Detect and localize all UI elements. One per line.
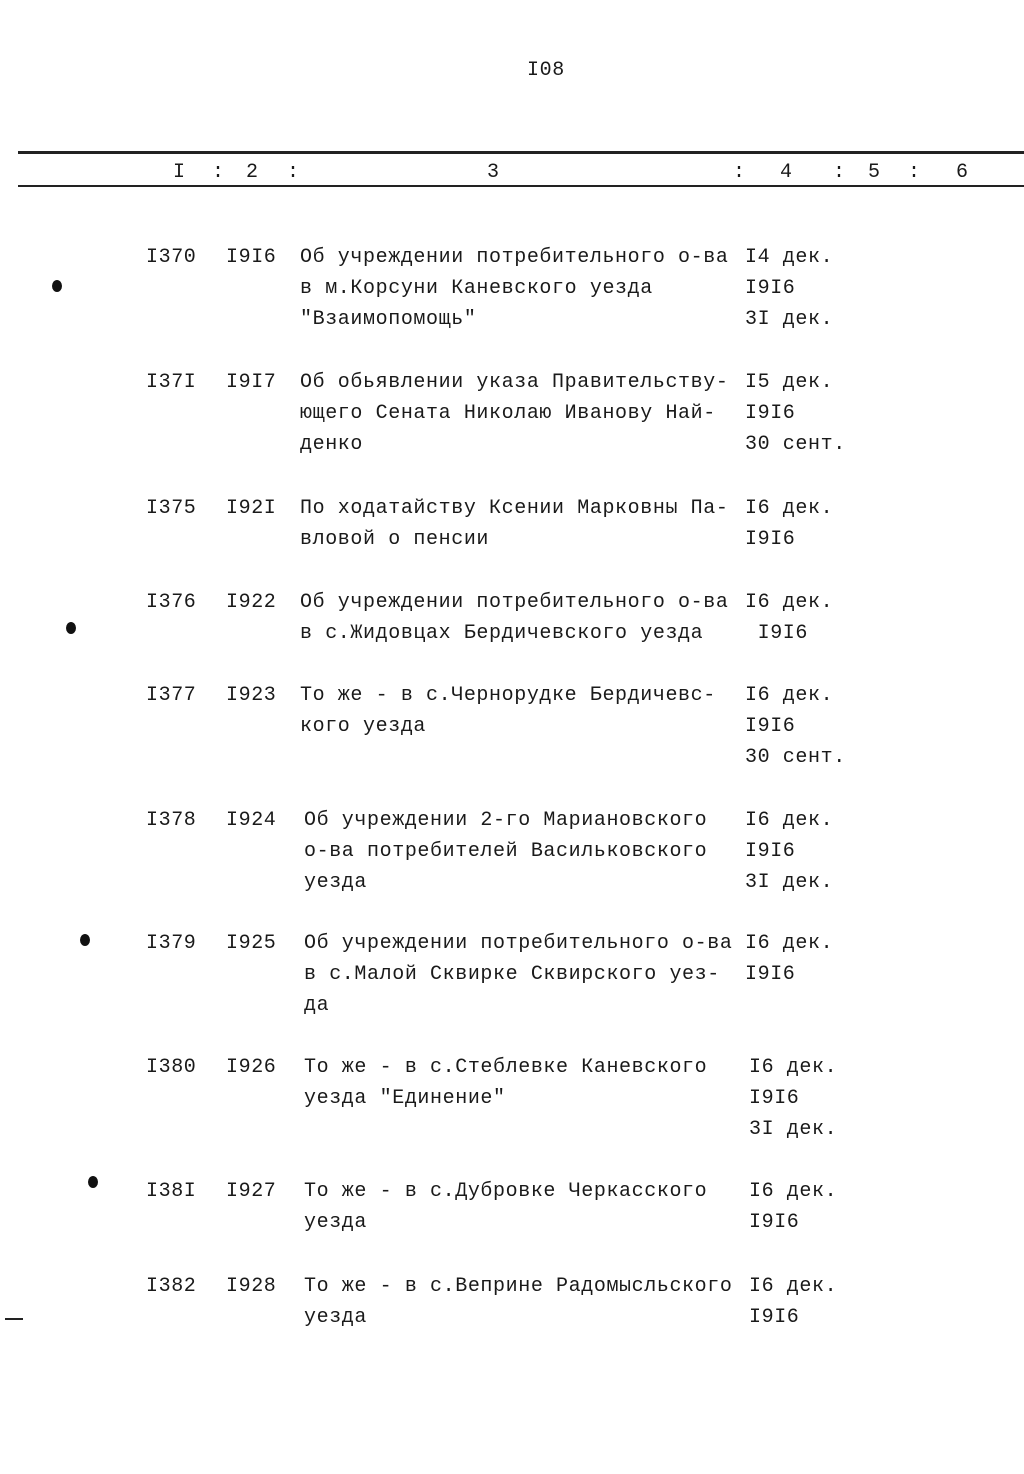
entry-old-number: I9I7 bbox=[226, 371, 277, 394]
entry-date-line: I9I6 bbox=[749, 1211, 800, 1234]
entry-old-number: I9I6 bbox=[226, 246, 277, 269]
entry-number: I379 bbox=[146, 932, 197, 955]
column-header-6: 6 bbox=[956, 161, 969, 184]
entry-description-line: да bbox=[304, 994, 330, 1017]
entry-date-line: I6 дек. bbox=[745, 684, 834, 707]
entry-number: I38I bbox=[146, 1180, 197, 1203]
entry-number: I375 bbox=[146, 497, 197, 520]
entry-date-line: I9I6 bbox=[745, 963, 796, 986]
entry-date-line: I9I6 bbox=[745, 277, 796, 300]
entry-date-line: I6 дек. bbox=[745, 591, 834, 614]
entry-date-line: I9I6 bbox=[745, 840, 796, 863]
entry-number: I378 bbox=[146, 809, 197, 832]
entry-description-line: о-ва потребителей Васильковского bbox=[304, 840, 708, 863]
entry-date-line: I9I6 bbox=[745, 715, 796, 738]
entry-old-number: I926 bbox=[226, 1056, 277, 1079]
entry-date-line: I9I6 bbox=[745, 402, 796, 425]
column-separator: : bbox=[287, 161, 300, 184]
entry-date-line: I6 дек. bbox=[749, 1275, 838, 1298]
entry-number: I37I bbox=[146, 371, 197, 394]
entry-number: I370 bbox=[146, 246, 197, 269]
binding-hole-mark bbox=[52, 280, 62, 292]
entry-description-line: вловой о пенсии bbox=[300, 528, 490, 551]
entry-description-line: То же - в с.Дубровке Черкасского bbox=[304, 1180, 708, 1203]
entry-description-line: денко bbox=[300, 433, 364, 456]
entry-description-line: То же - в с.Стеблевке Каневского bbox=[304, 1056, 708, 1079]
entry-date-line: 30 сент. bbox=[745, 746, 846, 769]
entry-old-number: I923 bbox=[226, 684, 277, 707]
entry-date-line: I6 дек. bbox=[745, 497, 834, 520]
binding-hole-mark bbox=[88, 1176, 98, 1188]
column-header-2: 2 bbox=[246, 161, 259, 184]
entry-description-line: Об обьявлении указа Правительству- bbox=[300, 371, 729, 394]
entry-description-line: уезда bbox=[304, 871, 368, 894]
entry-date-line: I9I6 bbox=[745, 528, 796, 551]
binding-hole-mark bbox=[80, 934, 90, 946]
entry-description-line: в м.Корсуни Каневского уезда bbox=[300, 277, 653, 300]
column-separator: : bbox=[733, 161, 746, 184]
margin-mark bbox=[5, 1318, 23, 1320]
entry-description-line: Об учреждении 2-го Мариановского bbox=[304, 809, 708, 832]
entry-old-number: I928 bbox=[226, 1275, 277, 1298]
entry-date-line: 3I дек. bbox=[745, 308, 834, 331]
entry-date-line: I9I6 bbox=[745, 622, 809, 645]
entry-number: I380 bbox=[146, 1056, 197, 1079]
entry-date-line: 30 сент. bbox=[745, 433, 846, 456]
entry-description-line: "Взаимопомощь" bbox=[300, 308, 477, 331]
entry-date-line: I4 дек. bbox=[745, 246, 834, 269]
column-header-4: 4 bbox=[780, 161, 793, 184]
binding-hole-mark bbox=[66, 622, 76, 634]
header-top-rule bbox=[18, 151, 1024, 154]
column-separator: : bbox=[908, 161, 921, 184]
entry-date-line: I6 дек. bbox=[749, 1180, 838, 1203]
entry-number: I376 bbox=[146, 591, 197, 614]
entry-old-number: I927 bbox=[226, 1180, 277, 1203]
header-bottom-rule bbox=[18, 185, 1024, 187]
entry-description-line: Об учреждении потребительного о-ва bbox=[300, 591, 729, 614]
entry-old-number: I92I bbox=[226, 497, 277, 520]
entry-old-number: I924 bbox=[226, 809, 277, 832]
entry-date-line: 3I дек. bbox=[745, 871, 834, 894]
entry-description-line: уезда bbox=[304, 1306, 368, 1329]
entry-date-line: I6 дек. bbox=[745, 809, 834, 832]
entry-date-line: I9I6 bbox=[749, 1087, 800, 1110]
entry-date-line: I6 дек. bbox=[745, 932, 834, 955]
entry-old-number: I925 bbox=[226, 932, 277, 955]
column-header-3: 3 bbox=[487, 161, 500, 184]
column-separator: : bbox=[833, 161, 846, 184]
column-separator: : bbox=[212, 161, 225, 184]
entry-description-line: Об учреждении потребительного о-ва bbox=[304, 932, 733, 955]
entry-description-line: То же - в с.Чернорудке Бердичевс- bbox=[300, 684, 716, 707]
page-number: I08 bbox=[527, 59, 565, 82]
entry-description-line: уезда bbox=[304, 1211, 368, 1234]
entry-description-line: Об учреждении потребительного о-ва bbox=[300, 246, 729, 269]
entry-date-line: I6 дек. bbox=[749, 1056, 838, 1079]
entry-description-line: То же - в с.Веприне Радомысльского bbox=[304, 1275, 733, 1298]
entry-description-line: уезда "Единение" bbox=[304, 1087, 506, 1110]
entry-description-line: в с.Жидовцах Бердичевского уезда bbox=[300, 622, 704, 645]
column-header-5: 5 bbox=[868, 161, 881, 184]
entry-number: I377 bbox=[146, 684, 197, 707]
entry-description-line: По ходатайству Ксении Марковны Па- bbox=[300, 497, 729, 520]
entry-date-line: I9I6 bbox=[749, 1306, 800, 1329]
entry-description-line: ющего Сената Николаю Иванову Най- bbox=[300, 402, 716, 425]
entry-description-line: кого уезда bbox=[300, 715, 427, 738]
entry-old-number: I922 bbox=[226, 591, 277, 614]
entry-date-line: I5 дек. bbox=[745, 371, 834, 394]
entry-date-line: 3I дек. bbox=[749, 1118, 838, 1141]
column-header-1: I bbox=[173, 161, 186, 184]
entry-description-line: в с.Малой Сквирке Сквирского уез- bbox=[304, 963, 720, 986]
entry-number: I382 bbox=[146, 1275, 197, 1298]
